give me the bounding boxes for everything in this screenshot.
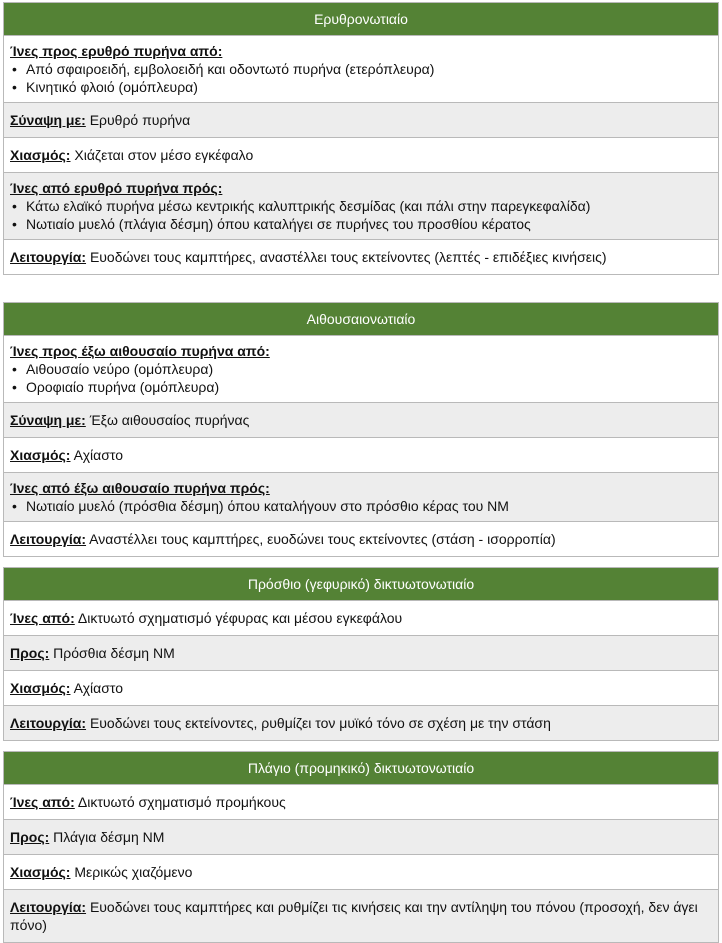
bullet-list [10,197,712,233]
row-value: Έξω αιθουσαίος πυρήνας [89,412,250,428]
row-label: Ίνες προς έξω αιθουσαίο πυρήνα από: [10,343,270,359]
fibers-from-row [4,172,718,239]
function-row [4,705,718,740]
list-item: • Κάτω ελαϊκό πυρήνα μέσω κεντρικής καλυπτρικής δεσμίδας (και πάλι στην παρεγκεφαλίδα) [10,197,712,215]
tract-table-rubrospinal [3,2,719,275]
function-row [4,521,718,556]
decussation-row [4,137,718,172]
table-title: Πρόσθιο (γεφυρικό) δικτυωτονωτιαίο [4,568,718,600]
target-row [4,819,718,854]
row-label: Ίνες προς ερυθρό πυρήνα από: [10,43,223,59]
bullet-list [10,360,712,396]
list-item: • Νωτιαίο μυελό (πλάγια δέσμη) όπου καταλήγει σε πυρήνες του προσθίου κέρατος [10,215,712,233]
row-label: Λειτουργία: [10,249,87,265]
row-label: Ίνες από ερυθρό πυρήνα πρός: [10,180,223,196]
bullet-list [10,60,712,96]
list-item: • Αιθουσαίο νεύρο (ομόπλευρα) [10,360,712,378]
row-label: Χιασμός: [10,447,71,463]
row-value: Ευοδώνει τους καμπτήρες και ρυθμίζει τις κινήσεις και την αντίληψη του πόνου (προσοχή, δεν άγει πόνο) [10,899,698,933]
row-label: Χιασμός: [10,147,71,163]
list-item: • Οροφιαίο πυρήνα (ομόπλευρα) [10,378,712,396]
tract-table-vestibulospinal [3,302,719,557]
fibers-from-row [4,472,718,521]
row-value: Χιάζεται στον μέσο εγκέφαλο [74,147,254,163]
row-value: Πρόσθια δέσμη ΝΜ [53,645,175,661]
decussation-row [4,670,718,705]
row-value: Ερυθρό πυρήνα [89,112,191,128]
row-label: Ίνες από: [10,794,75,810]
row-value: Πλάγια δέσμη ΝΜ [53,829,165,845]
row-label: Προς: [10,645,50,661]
row-value: Ευοδώνει τους εκτείνοντες, ρυθμίζει τον μυϊκό τόνο σε σχέση με την στάση [89,715,551,731]
row-label: Σύναψη με: [10,412,86,428]
row-value: Αχίαστο [73,680,124,696]
row-label: Ίνες από έξω αιθουσαίο πυρήνα πρός: [10,480,270,496]
row-label: Λειτουργία: [10,715,87,731]
synapse-row [4,102,718,137]
bullet-list [10,497,712,515]
row-label: Προς: [10,829,50,845]
list-item: • Νωτιαίο μυελό (πρόσθια δέσμη) όπου καταλήγουν στο πρόσθιο κέρας του ΝΜ [10,497,712,515]
table-title: Αιθουσαιονωτιαίο [4,303,718,335]
row-label: Λειτουργία: [10,531,87,547]
decussation-row [4,437,718,472]
row-label: Ίνες από: [10,610,75,626]
fibers-from-row [4,784,718,819]
row-value: Αναστέλλει τους καμπτήρες, ευοδώνει τους εκτείνοντες (στάση - ισορροπία) [89,531,556,547]
tract-table-pontine-reticulospinal [3,567,719,741]
row-value: Δικτυωτό σχηματισμό προμήκους [77,794,286,810]
list-item: • Κινητικό φλοιό (ομόπλευρα) [10,78,712,96]
function-row [4,889,718,942]
synapse-row [4,402,718,437]
row-label: Σύναψη με: [10,112,86,128]
function-row [4,239,718,274]
row-value: Δικτυωτό σχηματισμό γέφυρας και μέσου εγκεφάλου [77,610,403,626]
table-title: Πλάγιο (προμηκικό) δικτυωτονωτιαίο [4,752,718,784]
row-label: Χιασμός: [10,680,71,696]
row-value: Ευοδώνει τους καμπτήρες, αναστέλλει τους εκτείνοντες (λεπτές - επιδέξιες κινήσεις) [89,249,607,265]
row-value: Μερικώς χιαζόμενο [74,864,193,880]
list-item: • Από σφαιροειδή, εμβολοειδή και οδοντωτό πυρήνα (ετερόπλευρα) [10,60,712,78]
fibers-from-row [4,600,718,635]
fibers-to-row [4,35,718,102]
row-value: Αχίαστο [73,447,124,463]
fibers-to-row [4,335,718,402]
target-row [4,635,718,670]
decussation-row [4,854,718,889]
table-title: Ερυθρονωτιαίο [4,3,718,35]
row-label: Λειτουργία: [10,899,87,915]
row-label: Χιασμός: [10,864,71,880]
tract-table-medullary-reticulospinal [3,751,719,943]
